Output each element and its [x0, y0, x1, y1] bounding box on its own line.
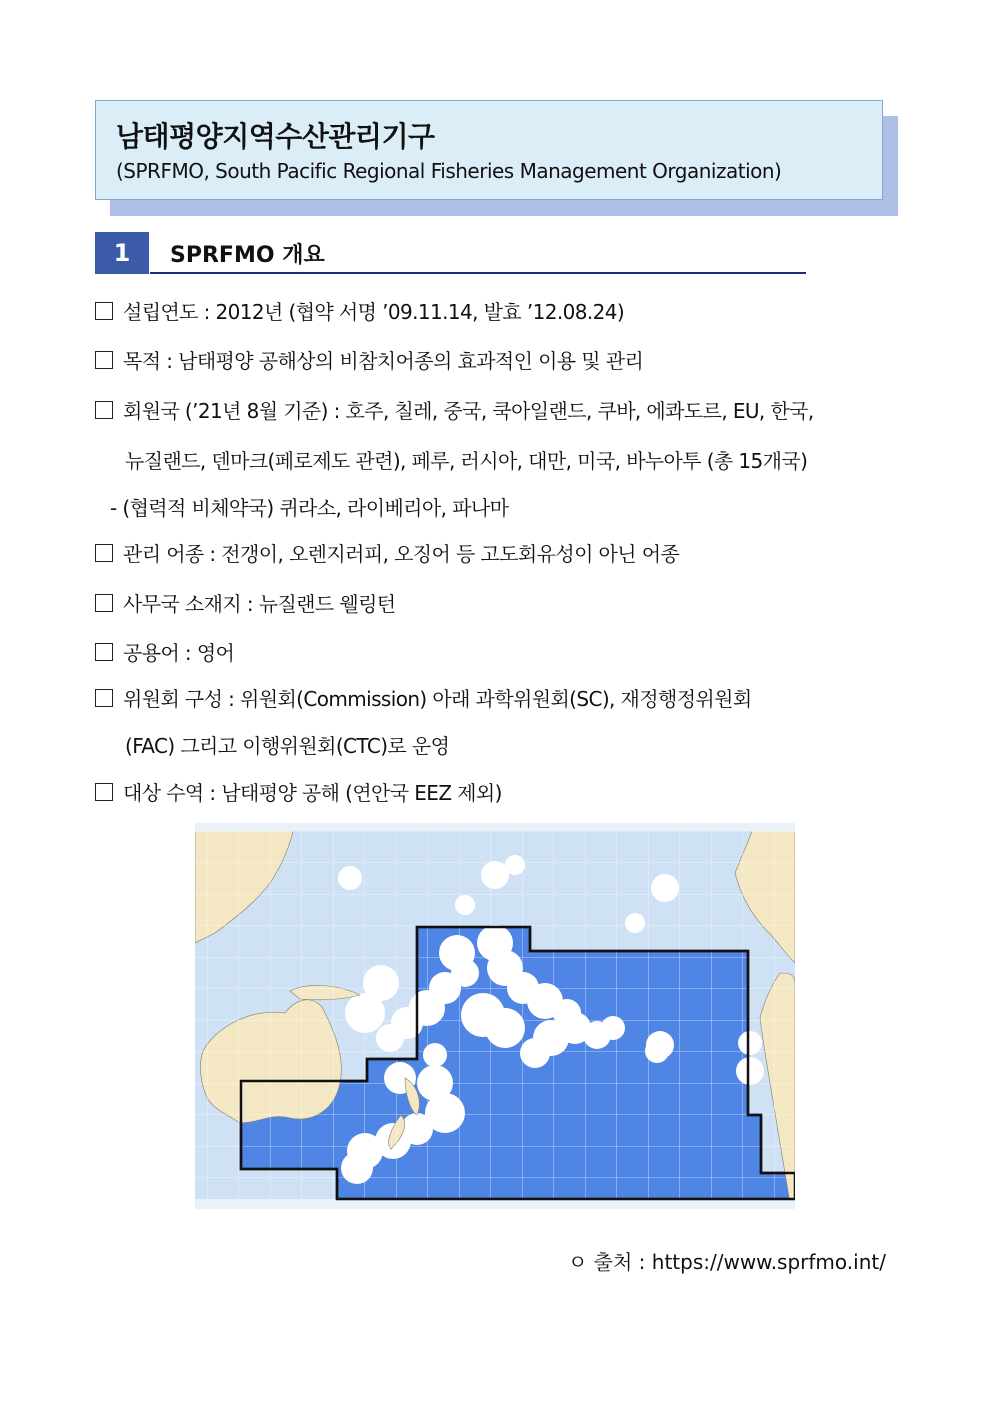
- item-cooperating: - (협력적 비체약국) 퀴라소, 라이베리아, 파나마: [110, 496, 509, 520]
- checkbox-icon: [95, 689, 113, 707]
- section-title: SPRFMO 개요: [170, 243, 325, 268]
- section-number: 1: [95, 232, 149, 274]
- checkbox-icon: [95, 643, 113, 661]
- page-subtitle: (SPRFMO, South Pacific Regional Fisheries Management Organization): [116, 159, 782, 183]
- bottom-axis-strip: [195, 1199, 795, 1209]
- page-title: 남태평양지역수산관리기구: [116, 120, 435, 153]
- checkbox-icon: [95, 351, 113, 369]
- item-members-cont: 뉴질랜드, 덴마크(페로제도 관련), 페루, 러시아, 대만, 미국, 바누아투 (총 15개국): [125, 449, 808, 473]
- item-purpose: 목적 : 남태평양 공해상의 비참치어종의 효과적인 이용 및 관리: [95, 345, 643, 374]
- item-language: 공용어 : 영어: [95, 637, 234, 666]
- top-axis-strip: [195, 823, 795, 831]
- item-species: 관리 어종 : 전갱이, 오렌지러피, 오징어 등 고도회유성이 아닌 어종: [95, 538, 679, 567]
- convention-area-map: [195, 823, 795, 1209]
- checkbox-icon: [95, 544, 113, 562]
- item-established: 설립연도 : 2012년 (협약 서명 ’09.11.14, 발효 ’12.08.24): [95, 296, 624, 325]
- item-members: 회원국 (’21년 8월 기준) : 호주, 칠레, 중국, 쿡아일랜드, 쿠바, 에콰도르, EU, 한국,: [95, 395, 814, 424]
- item-committees: 위원회 구성 : 위원회(Commission) 아래 과학위원회(SC), 재정행정위원회: [95, 683, 752, 712]
- checkbox-icon: [95, 783, 113, 801]
- section-underline: [150, 272, 806, 274]
- item-area: 대상 수역 : 남태평양 공해 (연안국 EEZ 제외): [95, 777, 502, 806]
- title-box: [95, 100, 883, 200]
- item-committees-cont: (FAC) 그리고 이행위원회(CTC)로 운영: [125, 734, 450, 758]
- checkbox-icon: [95, 594, 113, 612]
- checkbox-icon: [95, 401, 113, 419]
- source-link[interactable]: ㅇ 출처 : https://www.sprfmo.int/: [568, 1250, 886, 1274]
- item-secretariat: 사무국 소재지 : 뉴질랜드 웰링턴: [95, 588, 396, 617]
- checkbox-icon: [95, 302, 113, 320]
